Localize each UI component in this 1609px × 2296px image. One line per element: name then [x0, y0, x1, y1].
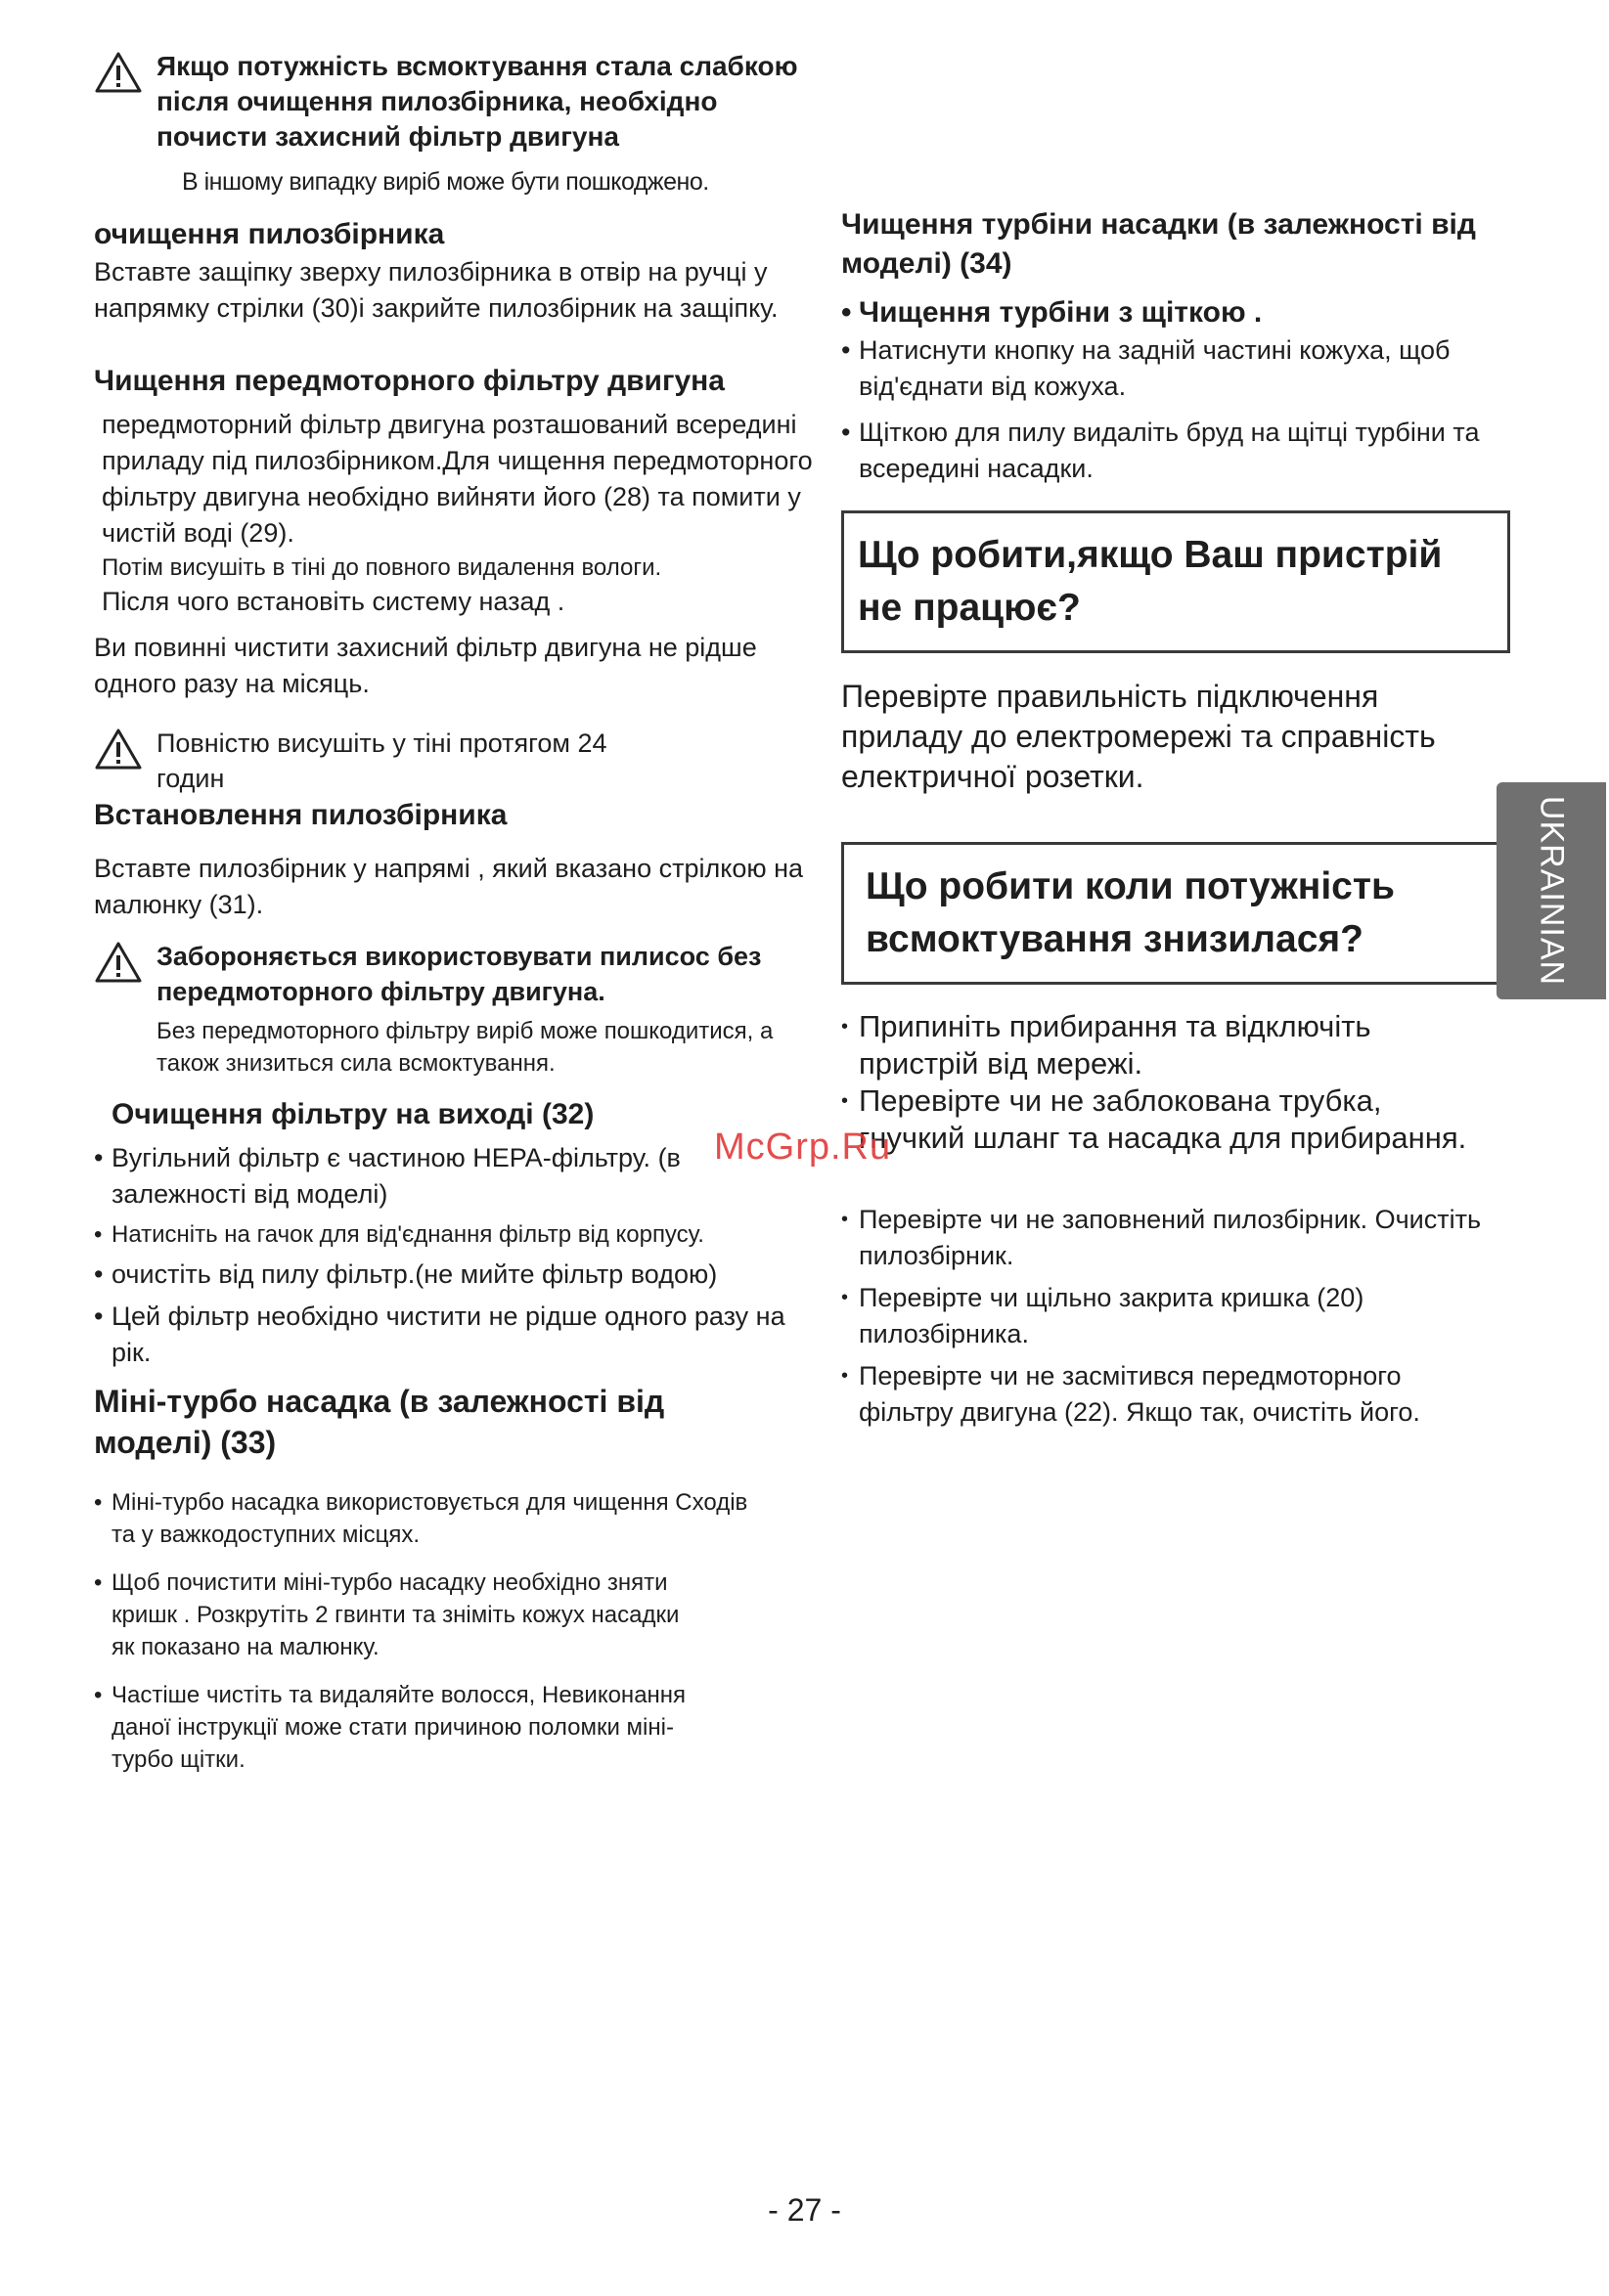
page-number: - 27 - — [768, 2192, 841, 2228]
mini-turbo-title: Міні-турбо насадка (в залежності від моделі) (33) — [94, 1384, 665, 1460]
language-tab — [1497, 782, 1606, 999]
box-not-working — [841, 510, 1510, 653]
box-not-working-title: Що робити,якщо Ваш пристрій не працює? — [858, 534, 1443, 629]
suction-item-5: • Перевірте чи не засмітився передмоторного фільтру двигуна (22). Якщо так, очистіть його. — [841, 1358, 1446, 1431]
premotor-text2: Потім висушіть в тіні до повного видалення вологи. — [102, 554, 662, 581]
mini-turbo-item-2: • Щоб почистити міні-турбо насадку необхідно зняти кришк . Розкрутіть 2 гвинти та зніміть кожух насадки як показано на малюнку. — [94, 1567, 708, 1663]
warning-forbidden-note: Без передмоторного фільтру виріб може пошкодитися, а також знизиться сила всмоктування. — [156, 1018, 774, 1077]
mini-turbo-item-3: • Частіше чистіть та видаляйте волосся, Невиконання даної інструкції може стати причиною поломки міні-турбо щітки. — [94, 1679, 689, 1776]
suction-item-4: • Перевірте чи щільно закрита кришка (20) пилозбірника. — [841, 1280, 1485, 1352]
premotor-title: Чищення передмоторного фільтру двигуна — [94, 365, 725, 397]
warning-icon — [94, 51, 143, 94]
premotor-text3: Після чого встановіть систему назад . — [102, 587, 565, 616]
language-tab-label: UKRAINIAN — [1533, 795, 1571, 987]
box-suction-low — [841, 842, 1526, 985]
suction-item-2: • Перевірте чи не заблокована трубка, гнучкий шланг та насадка для прибирання. — [841, 1082, 1485, 1157]
warning-icon — [94, 941, 143, 984]
warning-icon — [94, 728, 143, 771]
outlet-item-2: • Натисніть на гачок для від'єднання фільтр від корпусу. — [94, 1218, 818, 1251]
right-column — [841, 205, 1545, 1431]
warning-suction-text: Якщо потужність всмоктування стала слабкою після очищення пилозбірника, необхідно почисти захисний фільтр двигуна — [156, 51, 798, 152]
turbine-item-1: • Натиснути кнопку на задній частині кожуха, щоб від'єднати від кожуха. — [841, 332, 1545, 405]
dust-cleaning-text: Вставте защіпку зверху пилозбірника в отвір на ручці у напрямку стрілки (30)і закрийте пилозбірник на защіпку. — [94, 257, 779, 323]
suction-item-1: • Припиніть прибирання та відключіть пристрій від мережі. — [841, 1008, 1485, 1082]
outlet-title: Очищення фільтру на виході (32) — [112, 1098, 595, 1130]
warning-forbidden — [94, 939, 818, 1080]
suction-item-3: • Перевірте чи не заповнений пилозбірник. Очистіть пилозбірник. — [841, 1202, 1504, 1274]
install-text: Вставте пилозбірник у напрямі , який вказано стрілкою на малюнку (31). — [94, 854, 804, 919]
outlet-item-1: • Вугільний фільтр є частиною HEPA-фільтру. (в залежності від моделі) — [94, 1140, 818, 1213]
mini-turbo-item-1: • Міні-турбо насадка використовується для чищення Сходів та у важкодоступних місцях. — [94, 1486, 777, 1551]
left-column — [94, 49, 818, 1776]
turbine-item-2: • Щіткою для пилу видаліть бруд на щітці турбіни та всередині насадки. — [841, 415, 1545, 487]
box-suction-low-title: Що робити коли потужність всмоктування знизилася? — [866, 865, 1395, 960]
warning-dry-text: Повністю висушіть у тіні протягом 24 годин — [156, 729, 607, 793]
turbine-subtitle: • Чищення турбіни з щіткою . — [841, 293, 1545, 332]
warning-forbidden-text: Забороняється використовувати пилисос без передмоторного фільтру двигуна. — [156, 942, 762, 1006]
premotor-text4: Ви повинні чистити захисний фільтр двигуна не рідше одного разу на місяць. — [94, 633, 757, 698]
warning-dry — [94, 726, 818, 796]
outlet-item-4: • Цей фільтр необхідно чистити не рідше одного разу на рік. — [94, 1299, 818, 1371]
turbine-title: Чищення турбіни насадки (в залежності від моделі) (34) — [841, 208, 1476, 280]
watermark: McGrp.Ru — [714, 1126, 892, 1168]
warning-suction-note: В іншому випадку виріб може бути пошкоджено. — [182, 168, 709, 196]
box-not-working-text: Перевірте правильність підключення приладу до електромережі та справність електричної розетки. — [841, 679, 1436, 794]
install-title: Встановлення пилозбірника — [94, 799, 508, 831]
outlet-item-3: • очистіть від пилу фільтр.(не мийте фільтр водою) — [94, 1257, 818, 1293]
premotor-text1: передмоторний фільтр двигуна розташований всередині приладу під пилозбірником.Для чищення передмоторного фільтру двигуна необхідно вийняти його (28) та помити у чистій воді (29). — [102, 410, 813, 548]
dust-cleaning-title: очищення пилозбірника — [94, 218, 445, 250]
warning-suction — [94, 49, 818, 155]
